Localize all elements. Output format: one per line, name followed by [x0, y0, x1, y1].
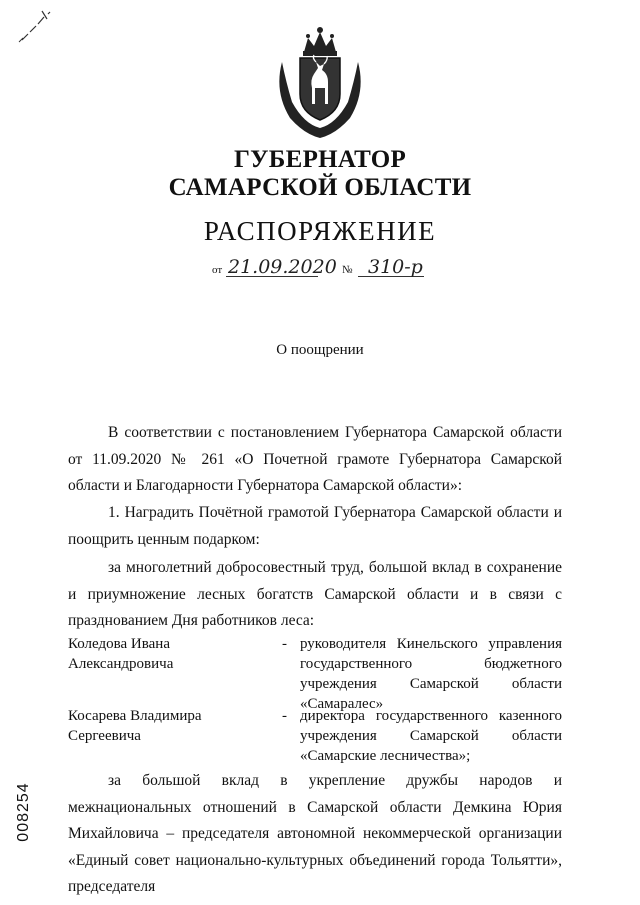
document-number: 310-р	[368, 256, 423, 278]
awardee-dash: -	[282, 708, 287, 724]
reason-2-paragraph: за большой вклад в укрепление дружбы народов и межнациональных отношений в Самарской области Демкина Юрия Михайловича – председателя автономной некоммерческой организации «Единый совет национально-культурных объединений города Тольятти», председателя	[68, 772, 562, 895]
dateline	[212, 256, 442, 280]
awardee-position: директора государственного казенного учреждения Самарской области «Самарские лесничества»;	[300, 708, 562, 764]
reason-1-paragraph: за многолетний добросовестный труд, большой вклад в сохранение и приумножение лесных богатств Самарской области и в связи с празднованием Дня работников леса:	[68, 559, 562, 629]
awardee-dash: -	[282, 636, 287, 652]
document-subject: О поощрении	[276, 342, 364, 358]
item-1-paragraph: 1. Наградить Почётной грамотой Губернатора Самарской области и поощрить ценным подарком:	[68, 504, 562, 548]
date-label: от	[212, 264, 223, 276]
document-type: РАСПОРЯЖЕНИЕ	[203, 216, 437, 246]
number-label: №	[342, 264, 353, 276]
awardee-name: Косарева Владимира Сергеевича	[68, 708, 202, 744]
intro-paragraph: В соответствии с постановлением Губернатора Самарской области от 11.09.2020 № 261 «О Почетной грамоте Губернатора Самарской области и Благодарности Губернатора Самарской области»:	[68, 424, 562, 494]
document-date: 21.09.2020	[228, 256, 337, 278]
samara-coat-of-arms-icon	[270, 22, 370, 140]
issuer-title-line2: САМАРСКОЙ ОБЛАСТИ	[168, 174, 472, 201]
pen-mark-icon	[14, 8, 54, 44]
awardee-position: руководителя Кинельского управления государственного бюджетного учреждения Самарской области «Самаралес»	[300, 636, 562, 712]
issuer-title-line1: ГУБЕРНАТОР	[233, 146, 407, 173]
side-serial-number: 008254	[15, 782, 32, 842]
awardee-name: Коледова Ивана Александровича	[68, 636, 174, 672]
